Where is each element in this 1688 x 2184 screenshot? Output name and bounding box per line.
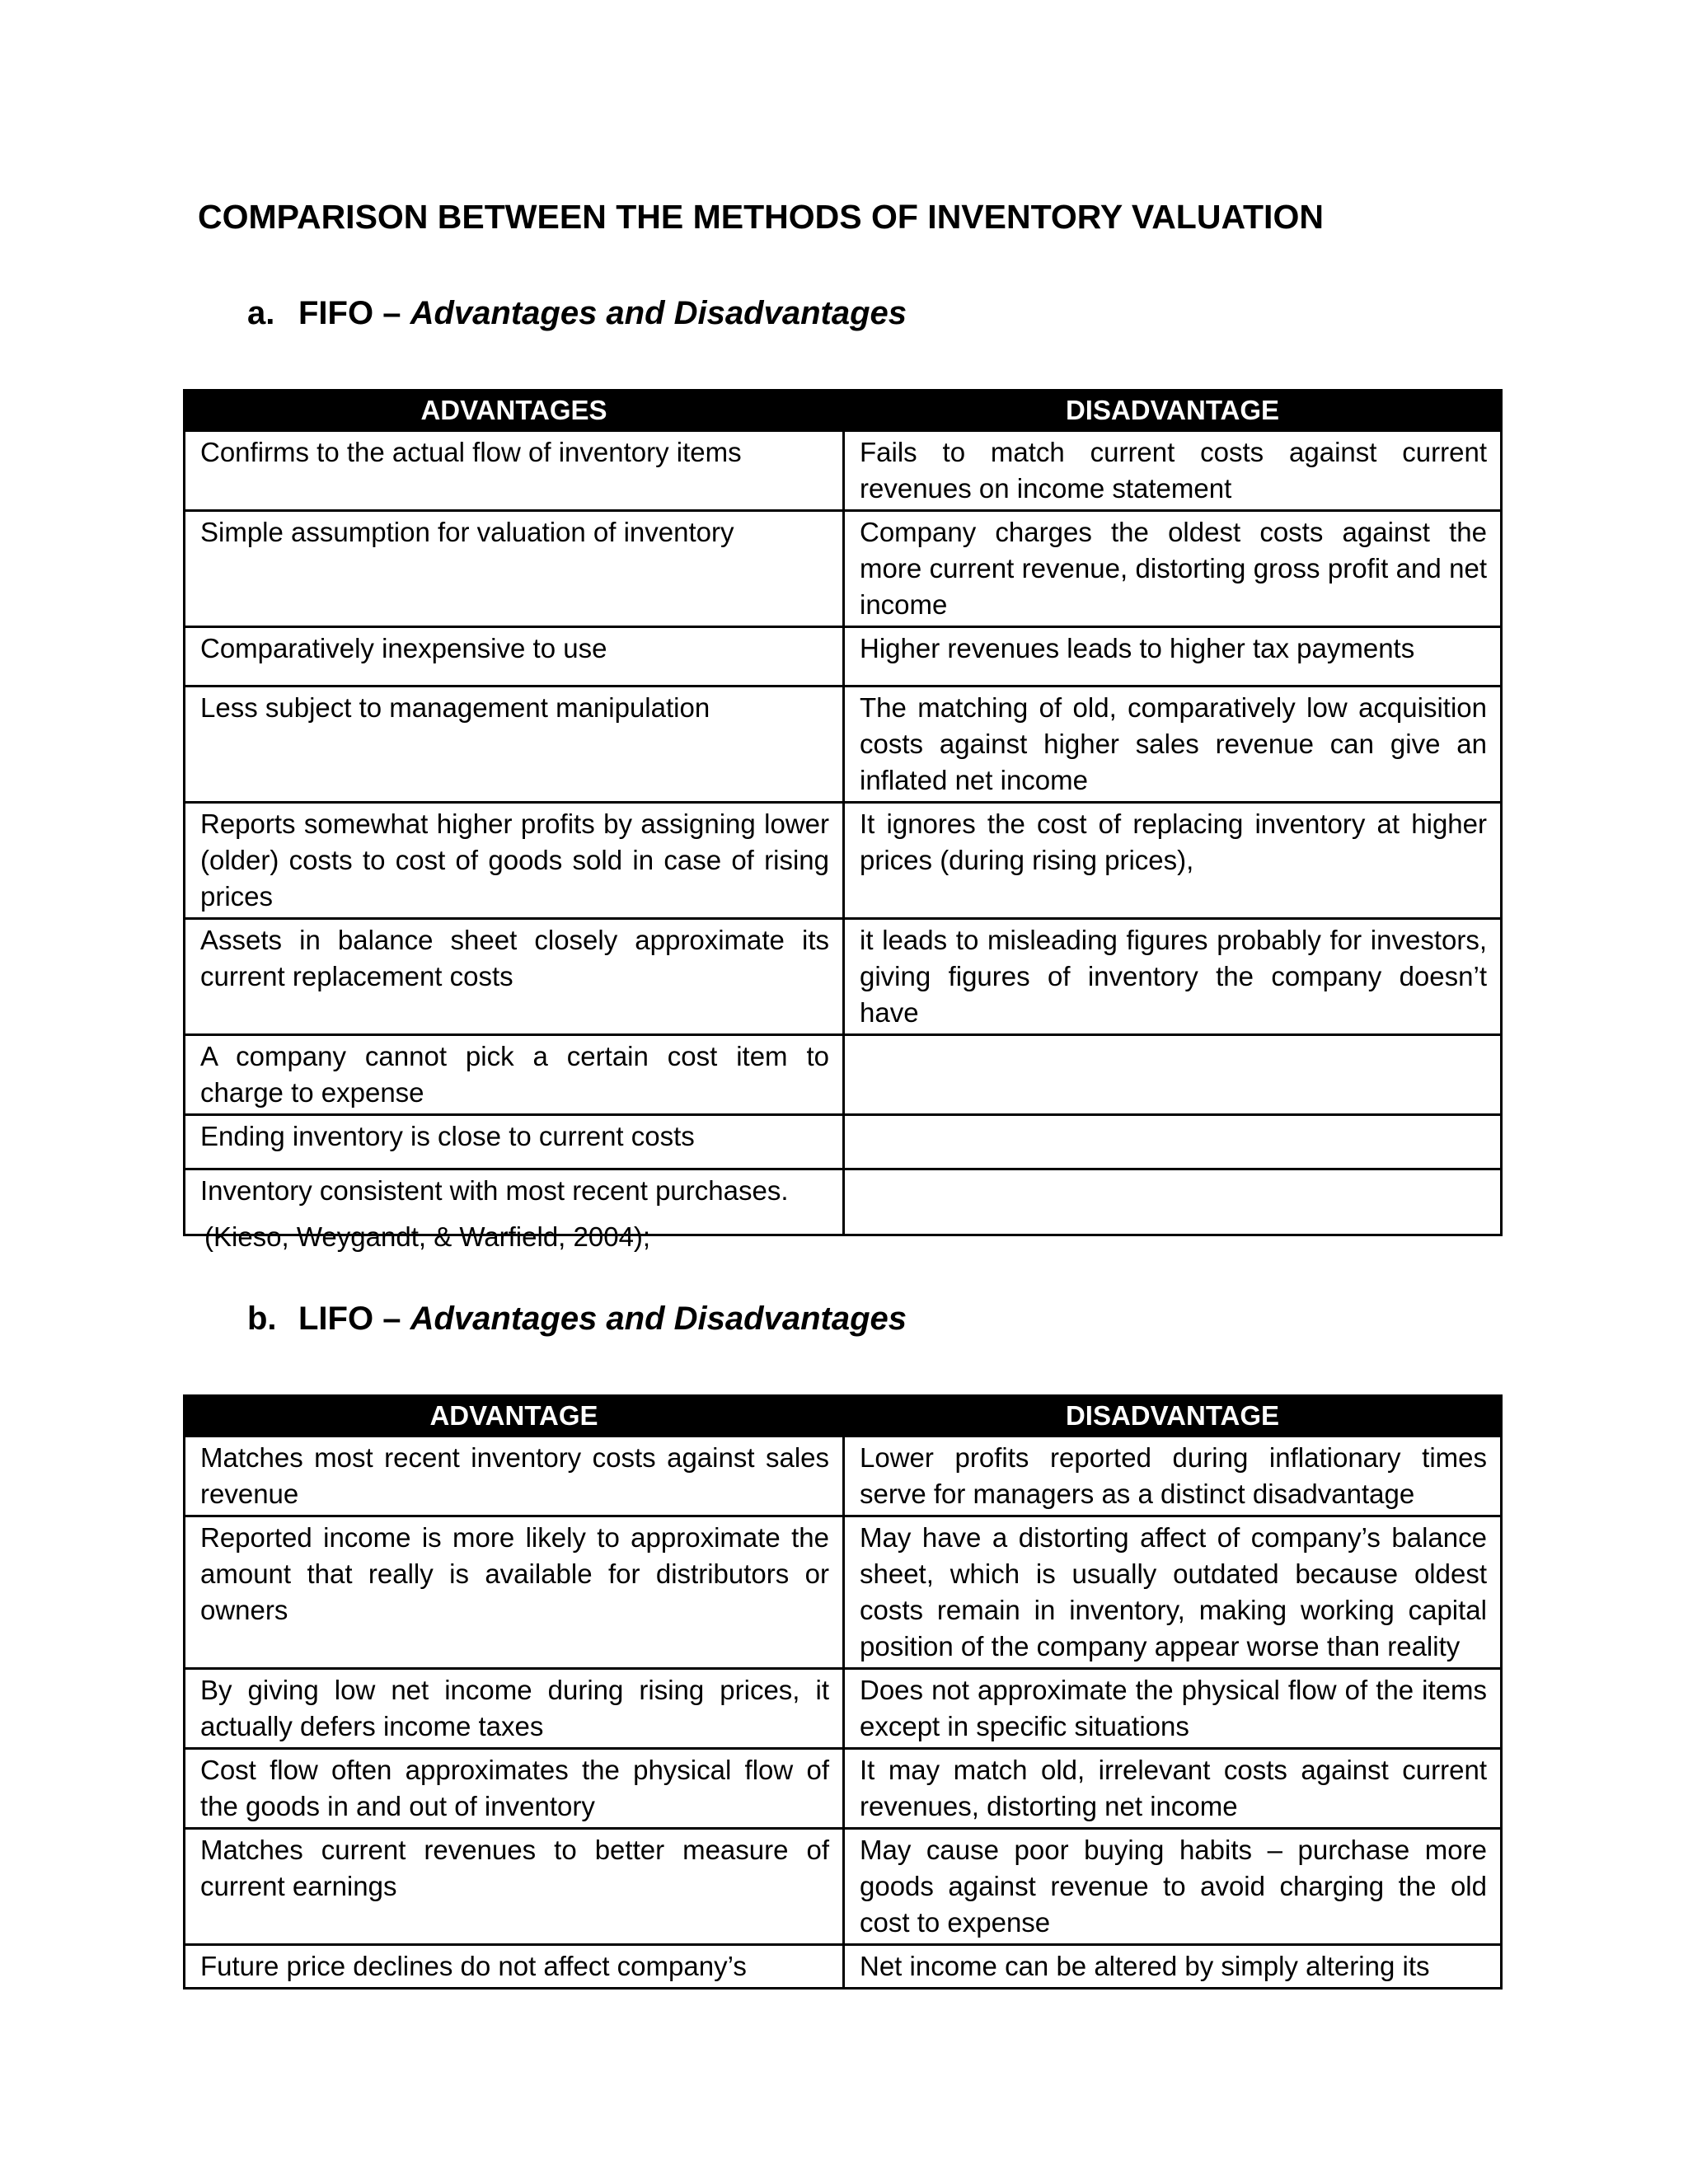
advantage-cell: Reports somewhat higher profits by assigning lower (older) costs to cost of goods sold in case of rising prices: [185, 803, 844, 919]
lifo-disadvantages-header: DISADVANTAGE: [844, 1396, 1502, 1436]
fifo-comparison-table: [183, 389, 1503, 1236]
disadvantage-cell: Net income can be altered by simply altering its: [844, 1945, 1502, 1989]
advantage-cell: Confirms to the actual flow of inventory items: [185, 431, 844, 511]
disadvantage-cell: Does not approximate the physical flow of the items except in specific situations: [844, 1669, 1502, 1749]
disadvantage-cell: The matching of old, comparatively low acquisition costs against higher sales revenue can give an inflated net income: [844, 687, 1502, 803]
table-row: [185, 627, 1502, 687]
table-row: [185, 919, 1502, 1035]
disadvantage-cell: [844, 1169, 1502, 1235]
fifo-section-heading: [247, 295, 907, 332]
disadvantage-cell: Company charges the oldest costs against the more current revenue, distorting gross profit and net income: [844, 511, 1502, 627]
fifo-advantages-header: ADVANTAGES: [185, 391, 844, 431]
table-row: [185, 1516, 1502, 1669]
advantage-cell: Inventory consistent with most recent purchases.: [185, 1169, 844, 1235]
lifo-method-label: LIFO –: [298, 1301, 401, 1337]
fifo-subtitle: Advantages and Disadvantages: [410, 295, 907, 331]
advantage-cell: Less subject to management manipulation: [185, 687, 844, 803]
disadvantage-cell: [844, 1115, 1502, 1169]
advantage-cell: Cost flow often approximates the physical flow of the goods in and out of inventory: [185, 1749, 844, 1829]
advantage-cell: Future price declines do not affect company’s: [185, 1945, 844, 1989]
table-row: [185, 1945, 1502, 1989]
disadvantage-cell: it leads to misleading figures probably for investors, giving figures of inventory the company doesn’t have: [844, 919, 1502, 1035]
table-row: [185, 803, 1502, 919]
advantage-cell: A company cannot pick a certain cost item to charge to expense: [185, 1035, 844, 1115]
disadvantage-cell: May have a distorting affect of company’s balance sheet, which is usually outdated because oldest costs remain in inventory, making working capital position of the company appear worse than reality: [844, 1516, 1502, 1669]
fifo-citation: (Kieso, Weygandt, & Warfield, 2004);: [204, 1221, 651, 1252]
table-row: [185, 1115, 1502, 1169]
table-row: [185, 511, 1502, 627]
lifo-header-row: [185, 1396, 1502, 1436]
fifo-method-label: FIFO –: [298, 295, 401, 331]
lifo-advantages-header: ADVANTAGE: [185, 1396, 844, 1436]
lifo-subtitle: Advantages and Disadvantages: [410, 1301, 907, 1337]
table-row: [185, 1749, 1502, 1829]
disadvantage-cell: [844, 1035, 1502, 1115]
lifo-comparison-table: [183, 1394, 1503, 1990]
disadvantage-cell: It ignores the cost of replacing inventory at higher prices (during rising prices),: [844, 803, 1502, 919]
fifo-list-marker: a.: [247, 295, 275, 331]
fifo-disadvantages-header: DISADVANTAGE: [844, 391, 1502, 431]
disadvantage-cell: Lower profits reported during inflationary times serve for managers as a distinct disadvantage: [844, 1436, 1502, 1516]
lifo-list-marker: b.: [247, 1301, 277, 1337]
page-title: COMPARISON BETWEEN THE METHODS OF INVENTORY VALUATION: [198, 198, 1324, 236]
lifo-section-heading: [247, 1301, 907, 1338]
disadvantage-cell: May cause poor buying habits – purchase more goods against revenue to avoid charging the old cost to expense: [844, 1829, 1502, 1945]
disadvantage-cell: It may match old, irrelevant costs against current revenues, distorting net income: [844, 1749, 1502, 1829]
table-row: [185, 1436, 1502, 1516]
fifo-header-row: [185, 391, 1502, 431]
advantage-cell: Ending inventory is close to current costs: [185, 1115, 844, 1169]
table-row: [185, 1035, 1502, 1115]
advantage-cell: Matches current revenues to better measure of current earnings: [185, 1829, 844, 1945]
disadvantage-cell: Fails to match current costs against current revenues on income statement: [844, 431, 1502, 511]
disadvantage-cell: Higher revenues leads to higher tax payments: [844, 627, 1502, 687]
table-row: [185, 431, 1502, 511]
advantage-cell: By giving low net income during rising prices, it actually defers income taxes: [185, 1669, 844, 1749]
advantage-cell: Comparatively inexpensive to use: [185, 627, 844, 687]
table-row: [185, 687, 1502, 803]
advantage-cell: Simple assumption for valuation of inventory: [185, 511, 844, 627]
advantage-cell: Reported income is more likely to approximate the amount that really is available for distributors or owners: [185, 1516, 844, 1669]
advantage-cell: Matches most recent inventory costs against sales revenue: [185, 1436, 844, 1516]
table-row: [185, 1829, 1502, 1945]
table-row: [185, 1669, 1502, 1749]
advantage-cell: Assets in balance sheet closely approximate its current replacement costs: [185, 919, 844, 1035]
